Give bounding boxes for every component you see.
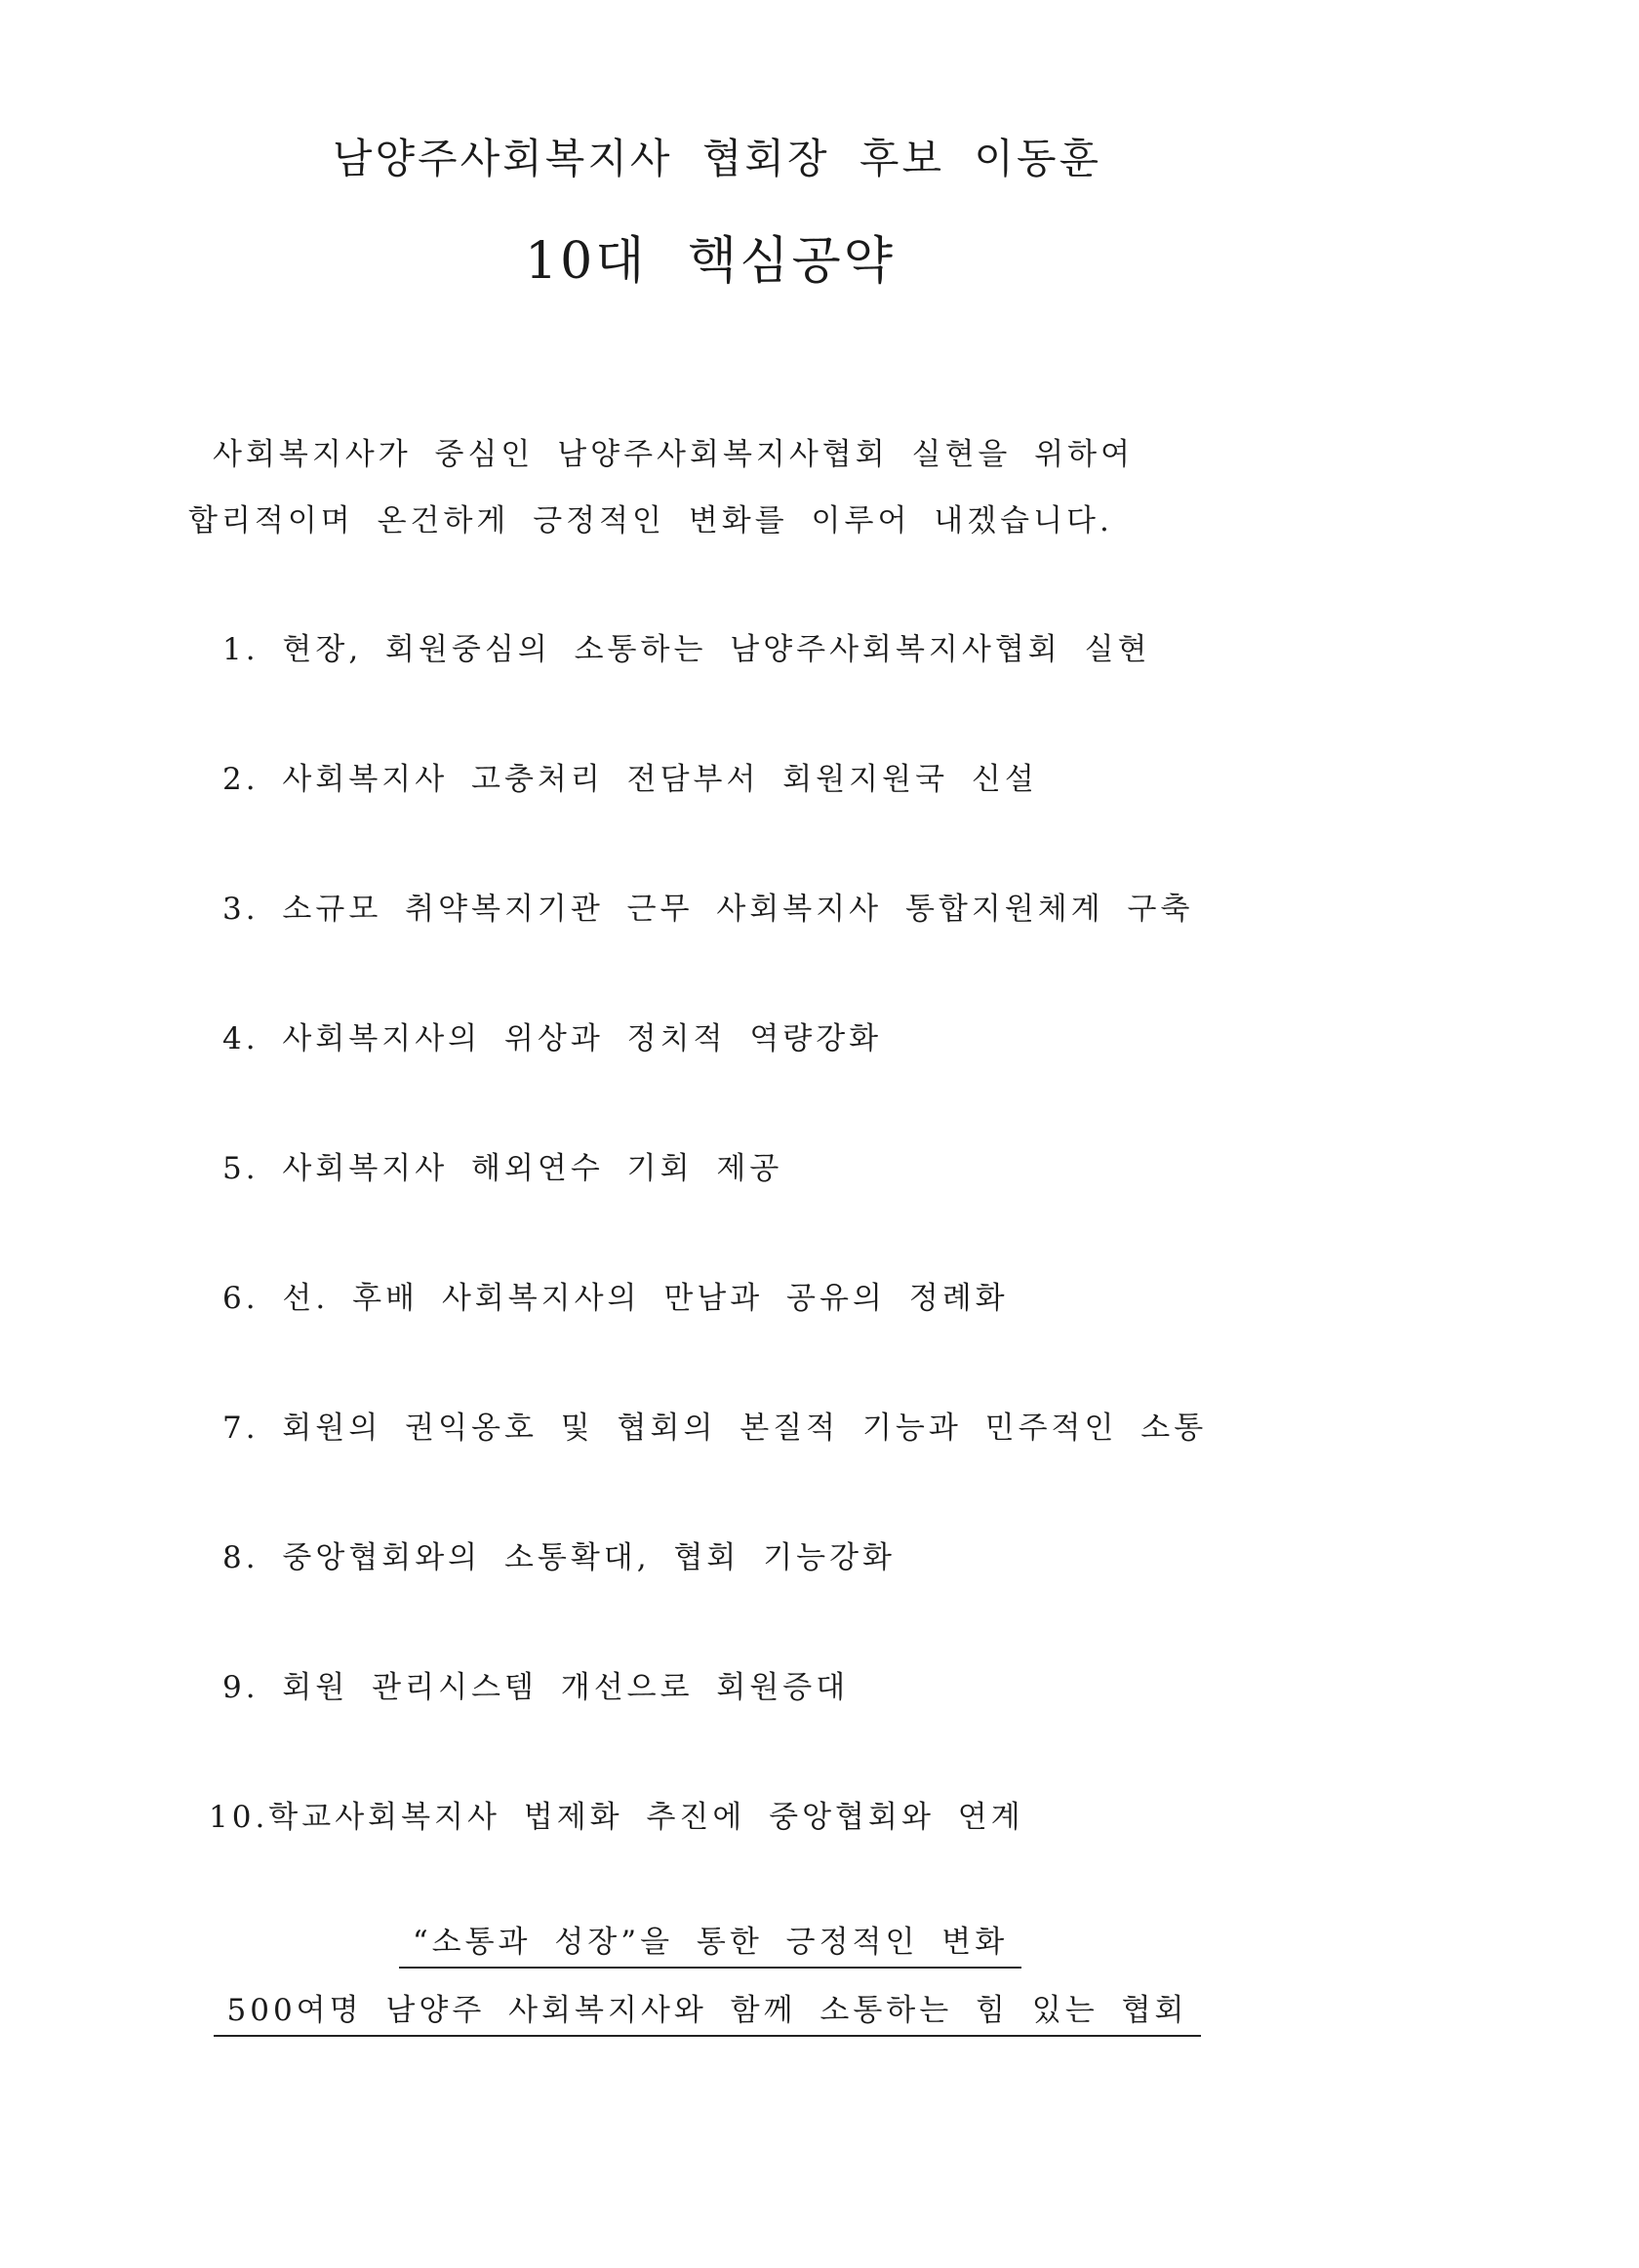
pledge-item-2: 2. 사회복지사 고충처리 전담부서 회원지원국 신설 bbox=[222, 762, 1038, 797]
slogan-line-2 bbox=[44, 1985, 1371, 2037]
pledge-item-8: 8. 중앙협회와의 소통확대, 협회 기능강화 bbox=[222, 1540, 896, 1575]
pledge-item-3: 3. 소규모 취약복지기관 근무 사회복지사 통합지원체계 구축 bbox=[222, 892, 1194, 927]
document-title: 남양주사회복지사 협회장 후보 이동훈 bbox=[332, 135, 1102, 182]
pledge-item-6: 6. 선. 후배 사회복지사의 만남과 공유의 정례화 bbox=[222, 1281, 1009, 1316]
document-subtitle: 10대 핵심공약 bbox=[525, 232, 896, 291]
slogan-line-1 bbox=[47, 1917, 1374, 1969]
pledge-item-4: 4. 사회복지사의 위상과 정치적 역량강화 bbox=[222, 1021, 883, 1056]
slogan-line-2-text: 500여명 남양주 사회복지사와 함께 소통하는 힘 있는 협회 bbox=[214, 1985, 1202, 2037]
slogan-line-1-text: “소통과 성장”을 통한 긍정적인 변화 bbox=[399, 1917, 1021, 1969]
pledge-item-7: 7. 회원의 권익옹호 및 협회의 본질적 기능과 민주적인 소통 bbox=[222, 1411, 1208, 1446]
pledge-item-1: 1. 현장, 회원중심의 소통하는 남양주사회복지사협회 실현 bbox=[222, 632, 1151, 667]
intro-line-1: 사회복지사가 중심인 남양주사회복지사협회 실현을 위하여 bbox=[213, 437, 1135, 472]
pledge-item-5: 5. 사회복지사 해외연수 기회 제공 bbox=[222, 1151, 783, 1186]
pledge-item-9: 9. 회원 관리시스템 개선으로 회원증대 bbox=[222, 1670, 850, 1705]
pledge-item-10: 10.학교사회복지사 법제화 추진에 중앙협회와 연계 bbox=[209, 1800, 1024, 1835]
intro-line-2: 합리적이며 온건하게 긍정적인 변화를 이루어 내겠습니다. bbox=[188, 503, 1113, 538]
